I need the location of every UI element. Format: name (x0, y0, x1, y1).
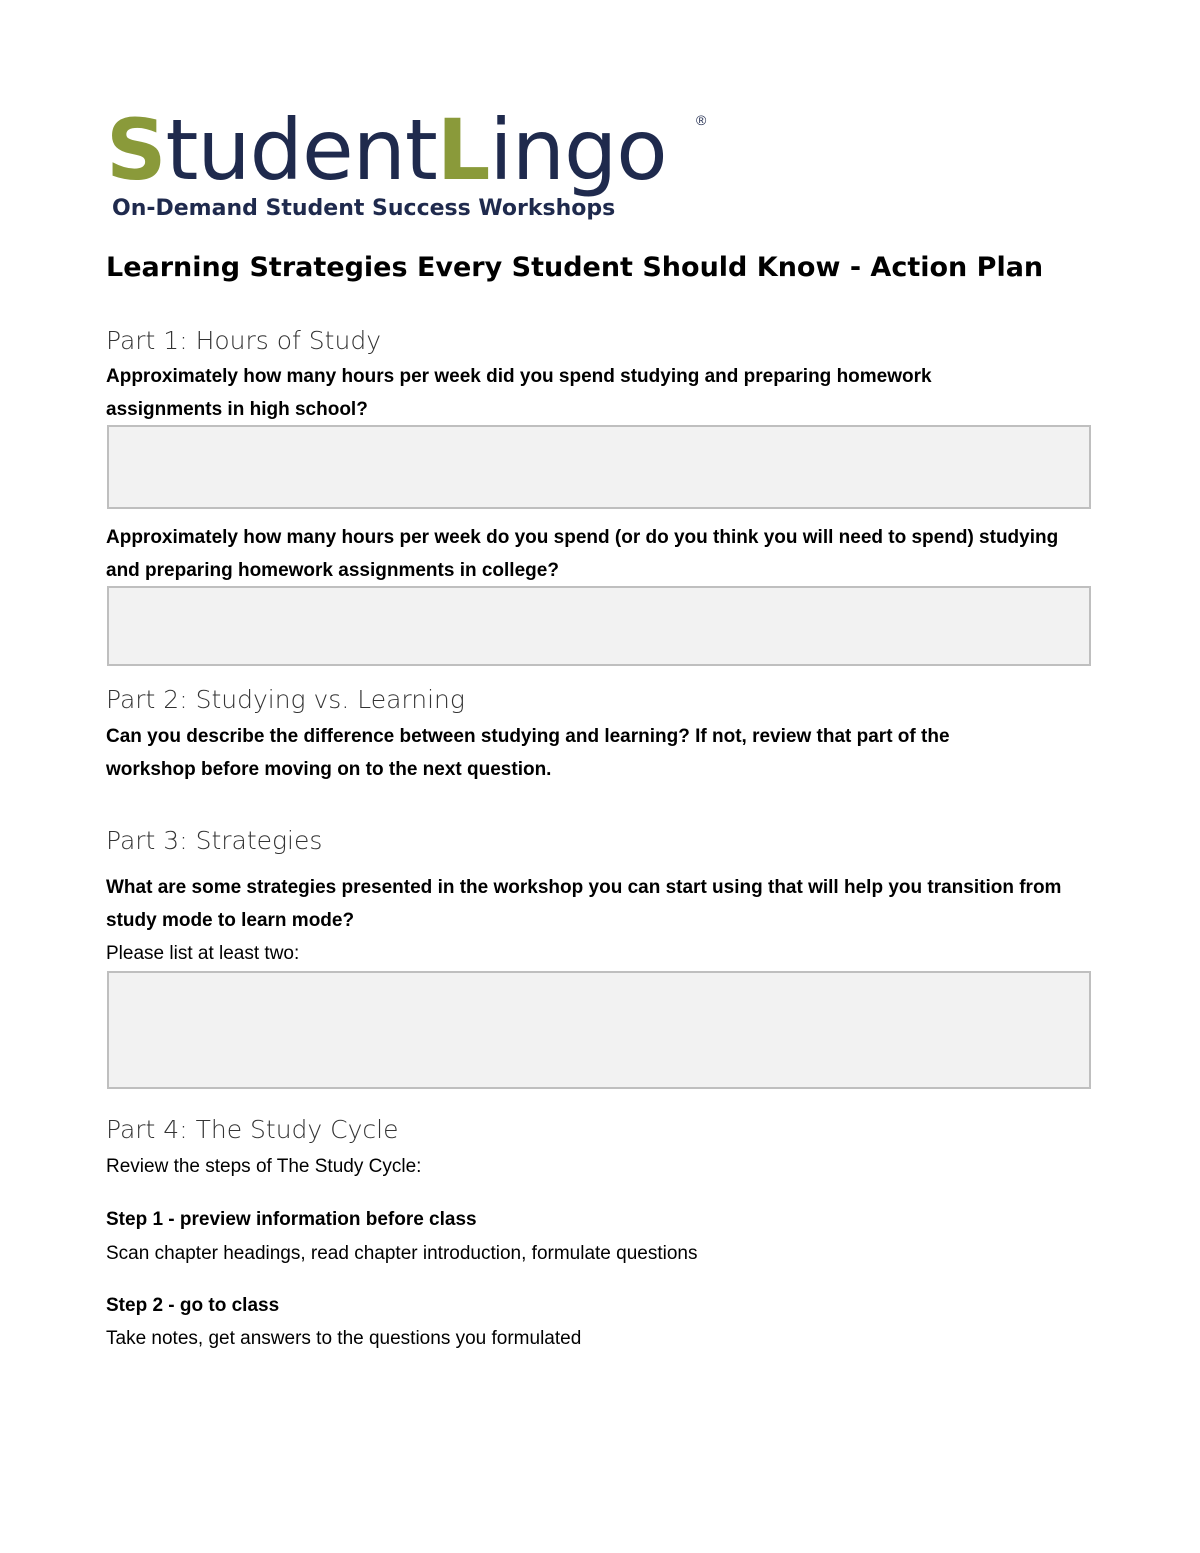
step1-title: Step 1 - preview information before class (106, 1209, 477, 1230)
step1-description: Scan chapter headings, read chapter introduction, formulate questions (106, 1243, 698, 1264)
document-title: Learning Strategies Every Student Should Know - Action Plan (106, 252, 1044, 283)
logo-wordmark: StudentLingo (106, 101, 667, 199)
part2-heading: Part 2: Studying vs. Learning (106, 685, 465, 714)
logo-tagline: On-Demand Student Success Workshops (112, 196, 616, 221)
part1-answer1-field[interactable] (107, 425, 1091, 509)
part4-heading: Part 4: The Study Cycle (106, 1115, 399, 1144)
step2-title: Step 2 - go to class (106, 1295, 280, 1316)
part2-question: Can you describe the difference between studying and learning? If not, review that part of the workshop before moving on to the next question. (106, 726, 950, 780)
studentlingo-logo (106, 100, 726, 235)
part1-answer2-field[interactable] (107, 586, 1091, 666)
part1-heading: Part 1: Hours of Study (106, 326, 381, 355)
registered-mark: ® (696, 112, 707, 128)
part3-question: What are some strategies presented in the workshop you can start using that will help you transition from study mode to learn mode? (106, 877, 1062, 931)
step2-description: Take notes, get answers to the questions you formulated (106, 1328, 582, 1349)
part4-intro: Review the steps of The Study Cycle: (106, 1156, 422, 1177)
part3-instruction: Please list at least two: (106, 943, 300, 964)
part1-question2: Approximately how many hours per week do you spend (or do you think you will need to spend) studying and preparing homework assignments in college? (106, 527, 1059, 581)
part3-heading: Part 3: Strategies (106, 826, 323, 855)
part3-answer-field[interactable] (107, 971, 1091, 1089)
part1-question1: Approximately how many hours per week did you spend studying and preparing homework assignments in high school? (106, 366, 932, 420)
